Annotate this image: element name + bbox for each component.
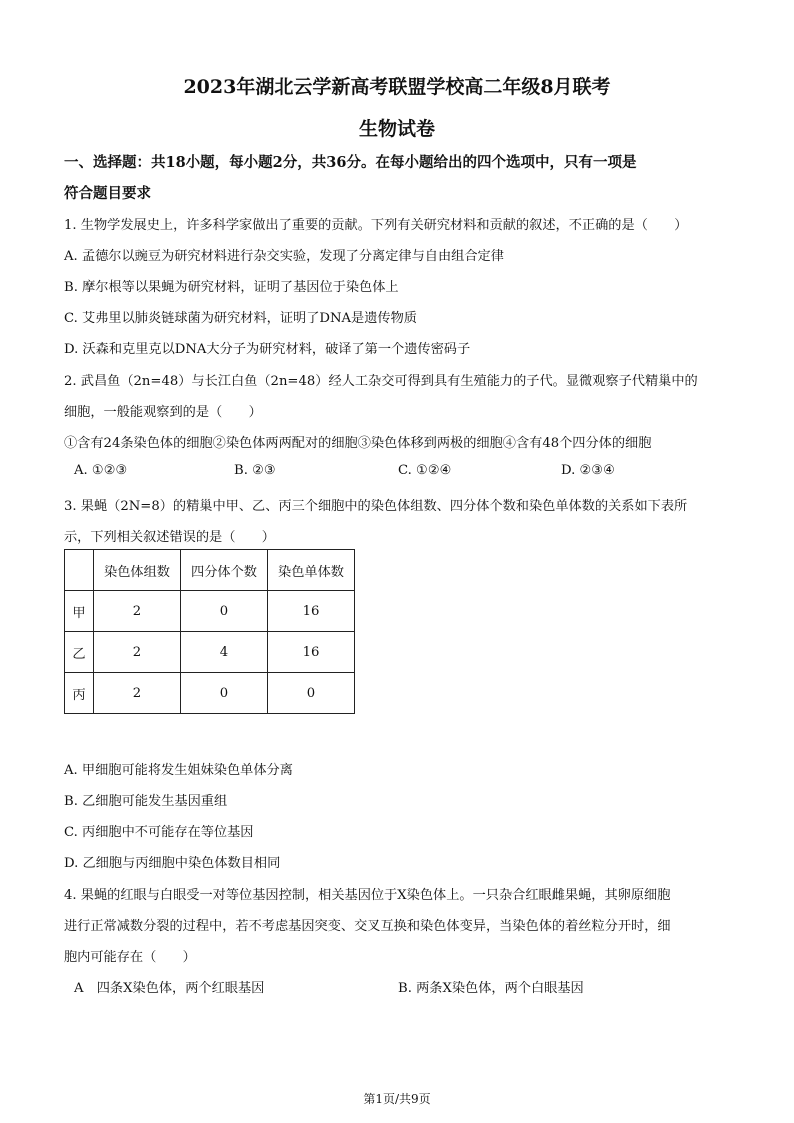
q3-option-a: A. 甲细胞可能将发生姐妹染色单体分离	[64, 763, 293, 778]
q1-option-a: A. 孟德尔以豌豆为研究材料进行杂交实验，发现了分离定律与自由组合定律	[64, 249, 504, 264]
table-cell: 丙	[65, 673, 94, 714]
page-number: 第1页/共9页	[363, 1092, 431, 1106]
q1-option-d: D. 沃森和克里克以DNA大分子为研究材料，破译了第一个遗传密码子	[64, 342, 471, 357]
table-header-cell: 四分体个数	[181, 550, 268, 591]
table-header-cell: 染色单体数	[268, 550, 355, 591]
table-header-cell	[65, 550, 94, 591]
table-cell: 甲	[65, 591, 94, 632]
table-cell: 2	[94, 632, 181, 673]
q3-option-c: C. 丙细胞中不可能存在等位基因	[64, 825, 254, 840]
table-header-row	[65, 550, 355, 591]
q3-data-table	[64, 549, 355, 714]
q1-option-c: C. 艾弗里以肺炎链球菌为研究材料，证明了DNA是遗传物质	[64, 311, 417, 326]
q2-option-b: B. ②③	[234, 463, 276, 478]
q3-option-d: D. 乙细胞与丙细胞中染色体数目相同	[64, 856, 281, 871]
q1-stem: 1. 生物学发展史上，许多科学家做出了重要的贡献。下列有关研究材料和贡献的叙述，不正确的是（ ）	[64, 218, 688, 233]
table-cell: 16	[268, 632, 355, 673]
table-row	[65, 591, 355, 632]
section-heading-cont: 符合题目要求	[64, 185, 151, 202]
q1-option-b: B. 摩尔根等以果蝇为研究材料，证明了基因位于染色体上	[64, 280, 399, 295]
q2-stem-cont: 细胞，一般能观察到的是（ ）	[64, 405, 262, 420]
q3-option-b: B. 乙细胞可能发生基因重组	[64, 794, 228, 809]
q4-option-a: A 四条X染色体，两个红眼基因	[74, 981, 265, 996]
page-subtitle: 生物试卷	[358, 118, 435, 140]
q2-option-d: D. ②③④	[561, 463, 615, 478]
table-row	[65, 632, 355, 673]
table-cell: 乙	[65, 632, 94, 673]
q2-option-c: C. ①②④	[398, 463, 452, 478]
section-heading: 一、选择题：共18小题，每小题2分，共36分。在每小题给出的四个选项中，只有一项是	[64, 154, 637, 171]
q4-option-b: B. 两条X染色体，两个白眼基因	[398, 981, 584, 996]
table-row	[65, 673, 355, 714]
table-cell: 16	[268, 591, 355, 632]
q2-option-a: A. ①②③	[74, 463, 128, 478]
q3-stem-cont: 示，下列相关叙述错误的是（ ）	[64, 530, 275, 545]
table-cell: 0	[181, 673, 268, 714]
q2-stem: 2. 武昌鱼（2n=48）与长江白鱼（2n=48）经人工杂交可得到具有生殖能力的子代。显微观察子代精巢中的	[64, 374, 698, 389]
q3-stem: 3. 果蝇（2N=8）的精巢中甲、乙、丙三个细胞中的染色体组数、四分体个数和染色单体数的关系如下表所	[64, 499, 688, 514]
table-cell: 4	[181, 632, 268, 673]
table-cell: 0	[181, 591, 268, 632]
table-cell: 2	[94, 591, 181, 632]
q4-stem-cont2: 胞内可能存在（ ）	[64, 950, 196, 965]
q4-stem-cont: 进行正常减数分裂的过程中，若不考虑基因突变、交叉互换和染色体变异，当染色体的着丝粒分开时，细	[64, 919, 671, 934]
page-title: 2023年湖北云学新高考联盟学校高二年级8月联考	[183, 76, 611, 98]
q2-items: ①含有24条染色体的细胞②染色体两两配对的细胞③染色体移到两极的细胞④含有48个四分体的细胞	[64, 436, 652, 451]
table-header-cell: 染色体组数	[94, 550, 181, 591]
table-cell: 2	[94, 673, 181, 714]
table-cell: 0	[268, 673, 355, 714]
q4-stem: 4. 果蝇的红眼与白眼受一对等位基因控制，相关基因位于X染色体上。一只杂合红眼雌果蝇，其卵原细胞	[64, 888, 671, 903]
